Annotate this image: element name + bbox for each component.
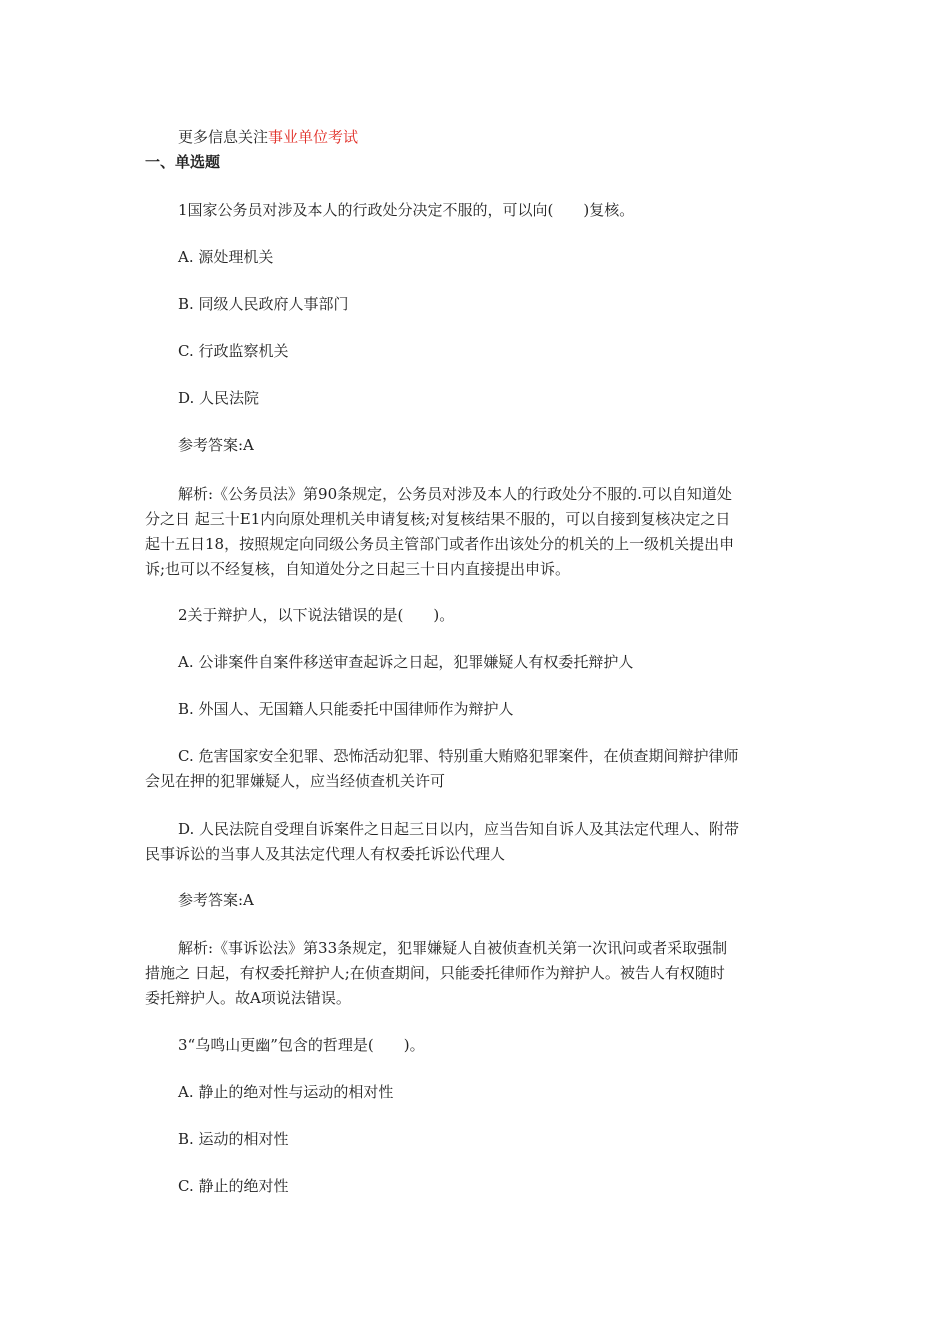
q3-option-a: A. 静止的绝对性与运动的相对性 [178, 1083, 394, 1101]
q3-option-b: B. 运动的相对性 [178, 1130, 289, 1148]
q1-stem: 1国家公务员对涉及本人的行政处分决定不服的，可以向( )复核。 [178, 201, 635, 219]
q1-analysis-line: 诉;也可以不经复核，自知道处分之日起三十日内直接提出申诉。 [145, 560, 571, 578]
section-title: 一、单选题 [145, 153, 221, 171]
q2-option-d-line1: D. 人民法院自受理自诉案件之日起三日以内，应当告知自诉人及其法定代理人、附带 [178, 820, 740, 838]
q3-option-c: C. 静止的绝对性 [178, 1177, 289, 1195]
header-prefix: 更多信息关注 [178, 128, 269, 146]
q1-answer: 参考答案:A [178, 436, 254, 454]
q1-option-c: C. 行政监察机关 [178, 342, 289, 360]
q2-analysis-line: 措施之 日起，有权委托辩护人;在侦查期间，只能委托律师作为辩护人。被告人有权随时 [145, 964, 725, 982]
header-line [145, 125, 810, 149]
q1-option-d: D. 人民法院 [178, 389, 260, 407]
q2-answer: 参考答案:A [178, 891, 254, 909]
q2-option-c-line1: C. 危害国家安全犯罪、恐怖活动犯罪、特别重大贿赂犯罪案件，在侦查期间辩护律师 [178, 747, 739, 765]
q2-analysis-line: 委托辩护人。故A项说法错误。 [145, 989, 351, 1007]
q1-option-a: A. 源处理机关 [178, 248, 274, 266]
q1-analysis-line: 解析:《公务员法》第90条规定，公务员对涉及本人的行政处分不服的.可以自知道处 [178, 485, 732, 503]
q1-analysis-line: 分之日 起三十E1内向原处理机关申请复核;对复核结果不服的，可以自接到复核决定之日 [145, 510, 731, 528]
q2-option-b: B. 外国人、无国籍人只能委托中国律师作为辩护人 [178, 700, 514, 718]
q2-option-c-line2: 会见在押的犯罪嫌疑人，应当经侦查机关许可 [145, 772, 446, 790]
q2-option-a: A. 公诽案件自案件移送审查起诉之日起，犯罪嫌疑人有权委托辩护人 [178, 653, 634, 671]
q2-option-d-line2: 民事诉讼的当事人及其法定代理人有权委托诉讼代理人 [145, 845, 506, 863]
q1-option-b: B. 同级人民政府人事部门 [178, 295, 349, 313]
q3-stem: 3“乌鸣山更幽”包含的哲理是( )。 [178, 1036, 425, 1054]
q2-stem: 2关于辩护人，以下说法错误的是( )。 [178, 606, 455, 624]
header-link[interactable]: 事业单位考试 [268, 128, 359, 146]
q2-analysis-line: 解析:《事诉讼法》第33条规定，犯罪嫌疑人自被侦查机关第一次讯问或者采取强制 [178, 939, 728, 957]
q1-analysis-line: 起十五日18，按照规定向同级公务员主管部门或者作出该处分的机关的上一级机关提出申 [145, 535, 735, 553]
